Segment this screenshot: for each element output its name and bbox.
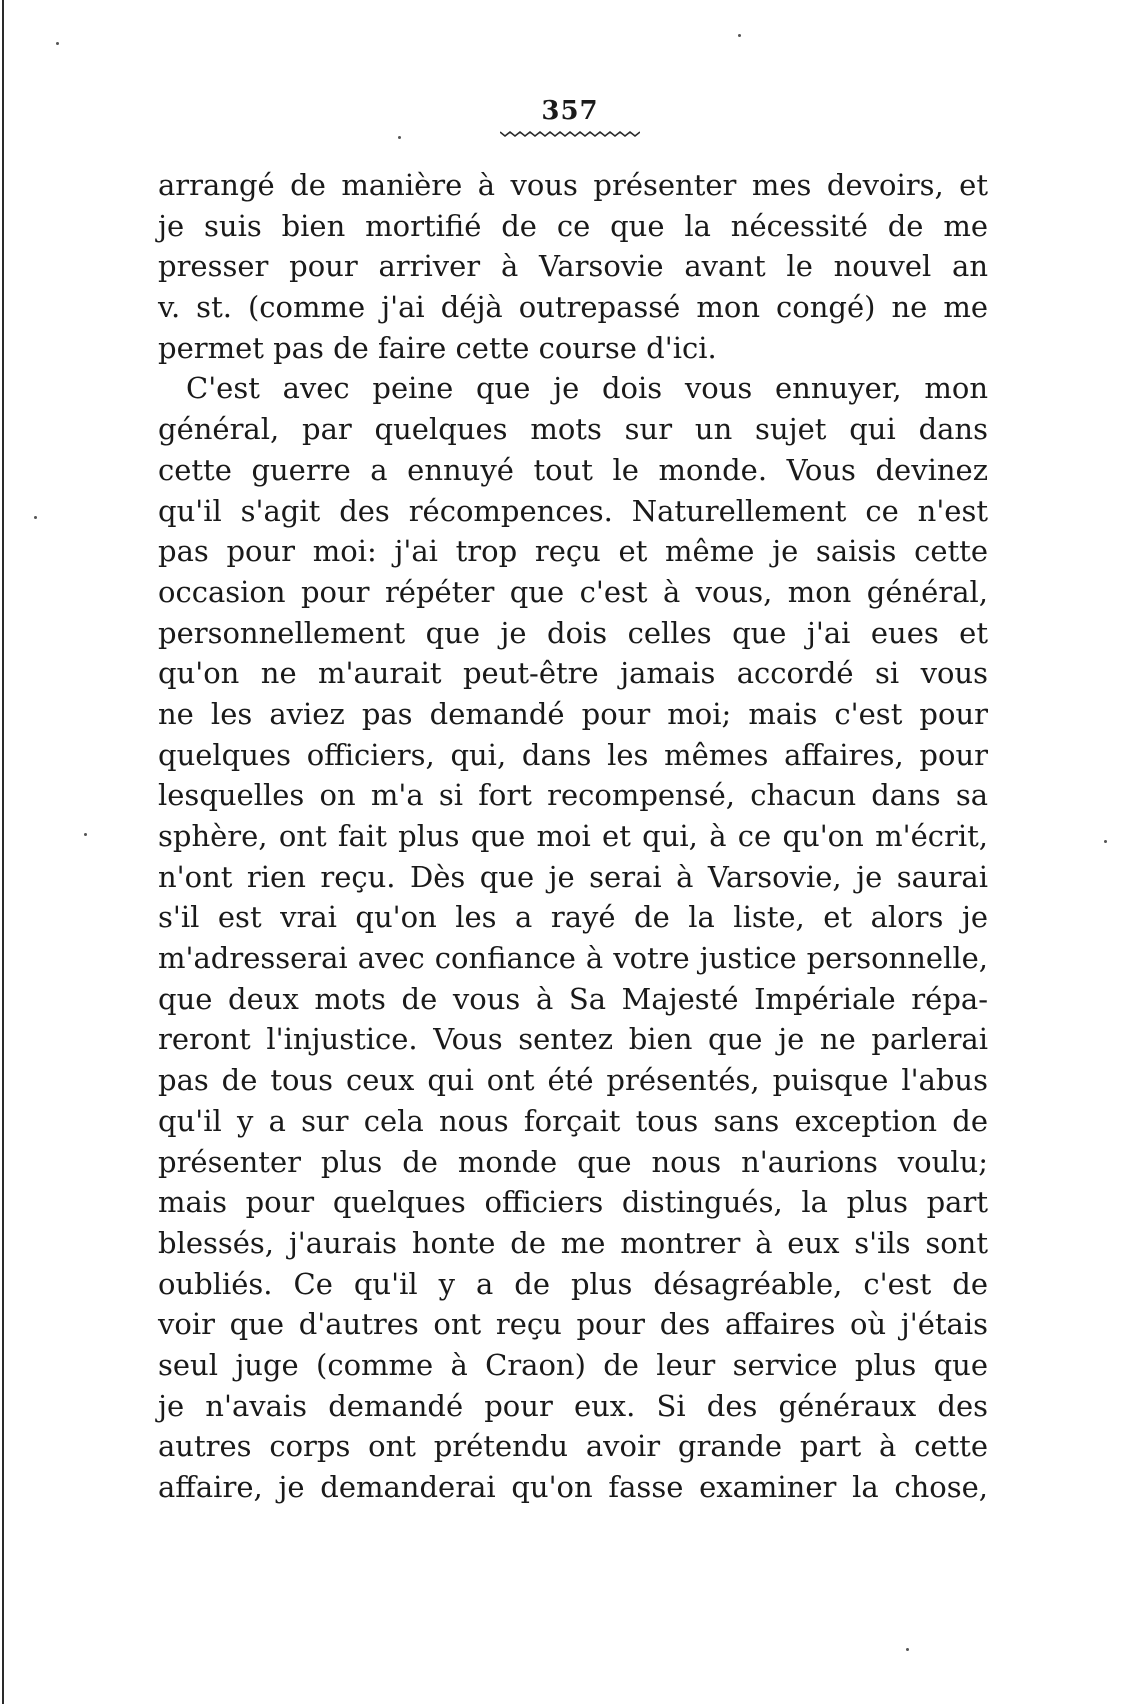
scan-edge-line xyxy=(2,0,4,1704)
text-line: ne les aviez pas demandé pour moi; mais c'est pour xyxy=(158,696,988,731)
text-line: affaire, je demanderai qu'on fasse examiner la chose, xyxy=(158,1470,988,1504)
text-line: pas pour moi: j'ai trop reçu et même je saisis cette xyxy=(158,534,988,569)
text-line: n'ont rien reçu. Dès que je serai à Varsovie, je saurai xyxy=(158,859,988,894)
text-line: général, par quelques mots sur un sujet qui dans xyxy=(158,412,988,447)
text-line: je suis bien mortifié de ce que la nécessité de me xyxy=(158,208,988,243)
text-line: blessés, j'aurais honte de me montrer à eux s'ils sont xyxy=(158,1225,988,1260)
scan-speck xyxy=(738,34,741,37)
text-line: pas de tous ceux qui ont été présentés, puisque l'abus xyxy=(158,1063,988,1098)
text-line: v. st. (comme j'ai déjà outrepassé mon congé) ne me xyxy=(158,290,988,325)
wavy-ornament-divider xyxy=(500,130,640,138)
scan-speck xyxy=(84,833,87,836)
text-line: seul juge (comme à Craon) de leur service plus que xyxy=(158,1347,988,1382)
text-line: quelques officiers, qui, dans les mêmes affaires, pour xyxy=(158,737,988,772)
scan-speck xyxy=(56,42,59,45)
text-line: que deux mots de vous à Sa Majesté Impériale répa- xyxy=(158,981,988,1016)
text-line: qu'il y a sur cela nous forçait tous sans exception de xyxy=(158,1103,988,1138)
text-line: C'est avec peine que je dois vous ennuyer, mon xyxy=(186,371,988,406)
body-text xyxy=(158,165,988,1508)
text-line: présenter plus de monde que nous n'aurions voulu; xyxy=(158,1144,988,1179)
scan-speck xyxy=(906,1648,909,1651)
text-line: occasion pour répéter que c'est à vous, mon général, xyxy=(158,574,988,609)
text-line: qu'il s'agit des récompences. Naturellement ce n'est xyxy=(158,493,988,528)
text-line: mais pour quelques officiers distingués, la plus part xyxy=(158,1185,988,1220)
scan-speck xyxy=(34,516,37,519)
page-number: 357 xyxy=(541,96,599,126)
text-line: je n'avais demandé pour eux. Si des généraux des xyxy=(158,1388,988,1423)
text-line: qu'on ne m'aurait peut-être jamais accordé si vous xyxy=(158,656,988,691)
text-line: voir que d'autres ont reçu pour des affaires où j'étais xyxy=(158,1307,988,1342)
text-line: presser pour arriver à Varsovie avant le nouvel an xyxy=(158,249,988,284)
text-line: s'il est vrai qu'on les a rayé de la liste, et alors je xyxy=(158,900,988,935)
text-line: sphère, ont fait plus que moi et qui, à ce qu'on m'écrit, xyxy=(158,819,988,853)
text-line: reront l'injustice. Vous sentez bien que je ne parlerai xyxy=(158,1022,988,1057)
text-line: cette guerre a ennuyé tout le monde. Vous devinez xyxy=(158,452,988,487)
scan-speck xyxy=(1104,840,1107,843)
text-line: autres corps ont prétendu avoir grande part à cette xyxy=(158,1429,988,1464)
text-line: permet pas de faire cette course d'ici. xyxy=(158,330,717,365)
text-line: m'adresserai avec confiance à votre justice personnelle, xyxy=(158,941,988,976)
text-line: lesquelles on m'a si fort recompensé, chacun dans sa xyxy=(158,778,988,813)
text-line: oubliés. Ce qu'il y a de plus désagréable, c'est de xyxy=(158,1266,988,1301)
text-line: personnellement que je dois celles que j'ai eues et xyxy=(158,615,988,650)
scan-speck xyxy=(398,136,401,139)
text-line: arrangé de manière à vous présenter mes devoirs, et xyxy=(158,168,988,202)
